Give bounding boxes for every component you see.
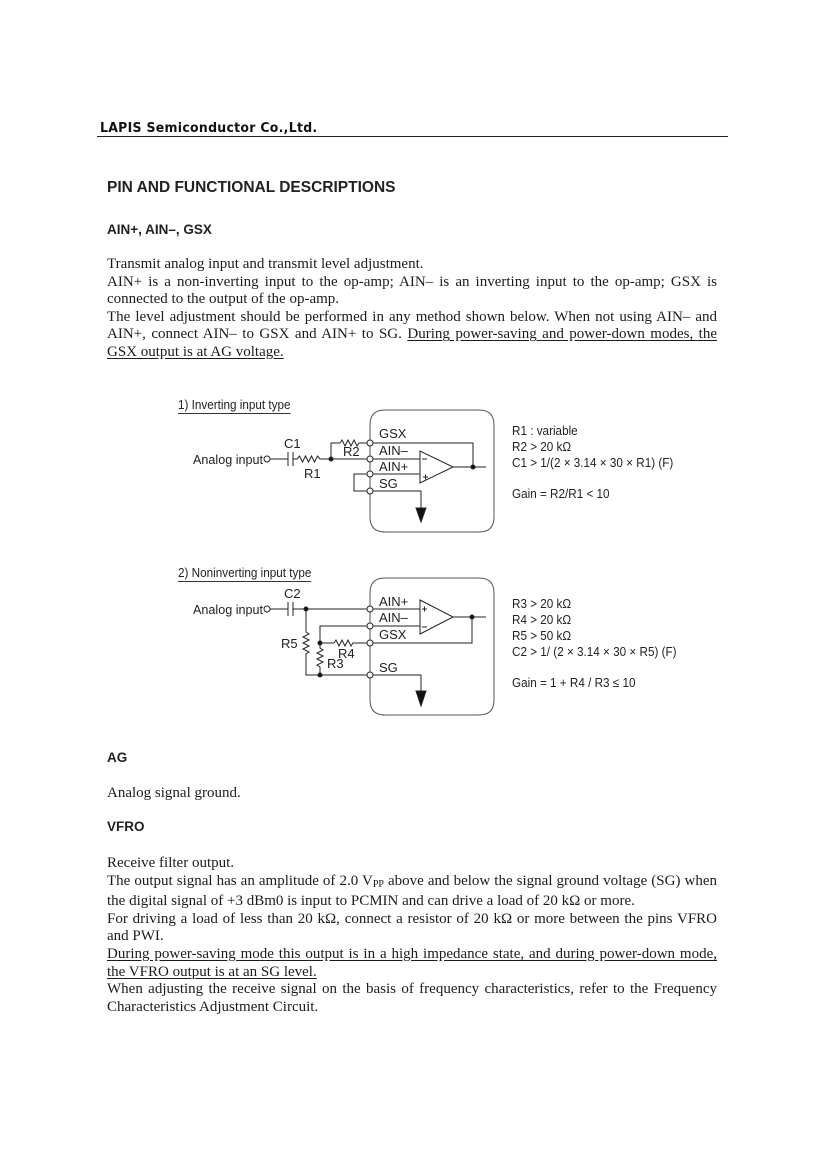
resistor-r1 bbox=[297, 456, 331, 462]
paragraph-text: The level adjustment should be performed in any method shown below. When not using AIN– and AIN+, connect AIN– to GSX and AIN+ to SG. bbox=[107, 308, 717, 343]
op-amp bbox=[420, 451, 453, 483]
note-line: R2 > 20 kΩ bbox=[512, 439, 572, 454]
inverting-notes bbox=[512, 423, 673, 502]
pin-gsx bbox=[367, 640, 373, 646]
paragraph: Analog signal ground. bbox=[107, 785, 241, 801]
subscript-pp: PP bbox=[372, 878, 384, 890]
diagram-title-noninverting: 2) Noninverting input type bbox=[178, 565, 312, 580]
section-heading-ain-gsx: AIN+, AIN–, GSX bbox=[107, 222, 212, 237]
input-terminal bbox=[264, 456, 270, 462]
page-title: PIN AND FUNCTIONAL DESCRIPTIONS bbox=[107, 179, 396, 196]
diagram-title-inverting: 1) Inverting input type bbox=[178, 397, 291, 412]
pin-gsx bbox=[367, 440, 373, 446]
section-body-ag bbox=[107, 785, 717, 803]
label-r3: R3 bbox=[327, 656, 344, 671]
pin-label-sg: SG bbox=[379, 476, 398, 491]
ground-arrow bbox=[416, 508, 426, 522]
input-label: Analog input bbox=[193, 452, 264, 467]
label-r2: R2 bbox=[343, 444, 360, 459]
paragraph: Transmit analog input and transmit level adjustment. bbox=[107, 256, 424, 272]
capacitor-c1 bbox=[288, 452, 293, 466]
paragraph: Receive filter output. bbox=[107, 855, 235, 871]
pin-label-ain-minus: AIN– bbox=[379, 443, 408, 458]
section-body-vfro bbox=[107, 855, 717, 1016]
op-amp bbox=[420, 600, 453, 634]
gain-formula: Gain = 1 + R4 / R3 ≤ 10 bbox=[512, 675, 636, 690]
pin-label-ain-plus: AIN+ bbox=[379, 594, 409, 609]
note-line: R3 > 20 kΩ bbox=[512, 596, 572, 611]
paragraph: AIN+ is a non-inverting input to the op-amp; AIN– is an inverting input to the op-amp; GSX is connected to the output of the op-amp. bbox=[107, 273, 717, 308]
label-r1: R1 bbox=[304, 466, 321, 481]
output-dot bbox=[471, 465, 475, 469]
pin-label-sg: SG bbox=[379, 660, 398, 675]
paragraph: For driving a load of less than 20 kΩ, connect a resistor of 20 kΩ or more between the pins VFRO and PWI. bbox=[107, 910, 717, 945]
paragraph-text: above and below the signal ground voltage (SG) when the digital signal of +3 dBm0 is input to PCMIN and can drive a load of 20 kΩ or more. bbox=[107, 872, 717, 910]
pin-ain-plus bbox=[367, 471, 373, 477]
pin-ain-minus bbox=[367, 456, 373, 462]
pin-label-ain-minus: AIN– bbox=[379, 610, 408, 625]
input-label: Analog input bbox=[193, 602, 264, 617]
pin-label-gsx: GSX bbox=[379, 627, 407, 642]
label-r4: R4 bbox=[338, 646, 355, 661]
capacitor-c2 bbox=[288, 602, 293, 616]
label-c2: C2 bbox=[284, 586, 301, 601]
company-header: LAPIS Semiconductor Co.,Ltd. bbox=[100, 121, 318, 136]
pin-sg bbox=[367, 488, 373, 494]
section-heading-ag: AG bbox=[107, 750, 128, 765]
underlined-note: During power-saving mode this output is in a high impedance state, and during power-down mode, the VFRO output is at an SG level. bbox=[107, 945, 717, 980]
pin-label-ain-plus: AIN+ bbox=[379, 459, 409, 474]
note-line: R5 > 50 kΩ bbox=[512, 628, 572, 643]
note-line: C2 > 1/ (2 × 3.14 × 30 × R5) (F) bbox=[512, 644, 677, 659]
underlined-note: During power-saving and power-down modes, the GSX output is at AG voltage. bbox=[107, 326, 718, 360]
junction-dot bbox=[318, 673, 322, 677]
ground-arrow bbox=[416, 691, 426, 706]
pin-label-gsx: GSX bbox=[379, 426, 407, 441]
pin-ain-plus bbox=[367, 606, 373, 612]
noninverting-notes bbox=[512, 596, 677, 691]
output-dot bbox=[470, 615, 474, 619]
note-line: C1 > 1/(2 × 3.14 × 30 × R1) (F) bbox=[512, 455, 674, 470]
gain-formula: Gain = R2/R1 < 10 bbox=[512, 486, 610, 501]
paragraph-text: The output signal has an amplitude of 2.0 V bbox=[107, 872, 373, 889]
paragraph: When adjusting the receive signal on the basis of frequency characteristics, refer to the Frequency Characteristics Adjustment Circuit. bbox=[107, 981, 717, 1015]
input-terminal bbox=[264, 606, 270, 612]
label-r5: R5 bbox=[281, 636, 298, 651]
note-line: R1 : variable bbox=[512, 423, 578, 438]
paragraph bbox=[107, 873, 717, 911]
pin-sg bbox=[367, 672, 373, 678]
label-c1: C1 bbox=[284, 436, 301, 451]
resistor-r3 bbox=[317, 643, 323, 675]
section-heading-vfro: VFRO bbox=[107, 819, 145, 834]
note-line: R4 > 20 kΩ bbox=[512, 612, 572, 627]
pin-ain-minus bbox=[367, 623, 373, 629]
